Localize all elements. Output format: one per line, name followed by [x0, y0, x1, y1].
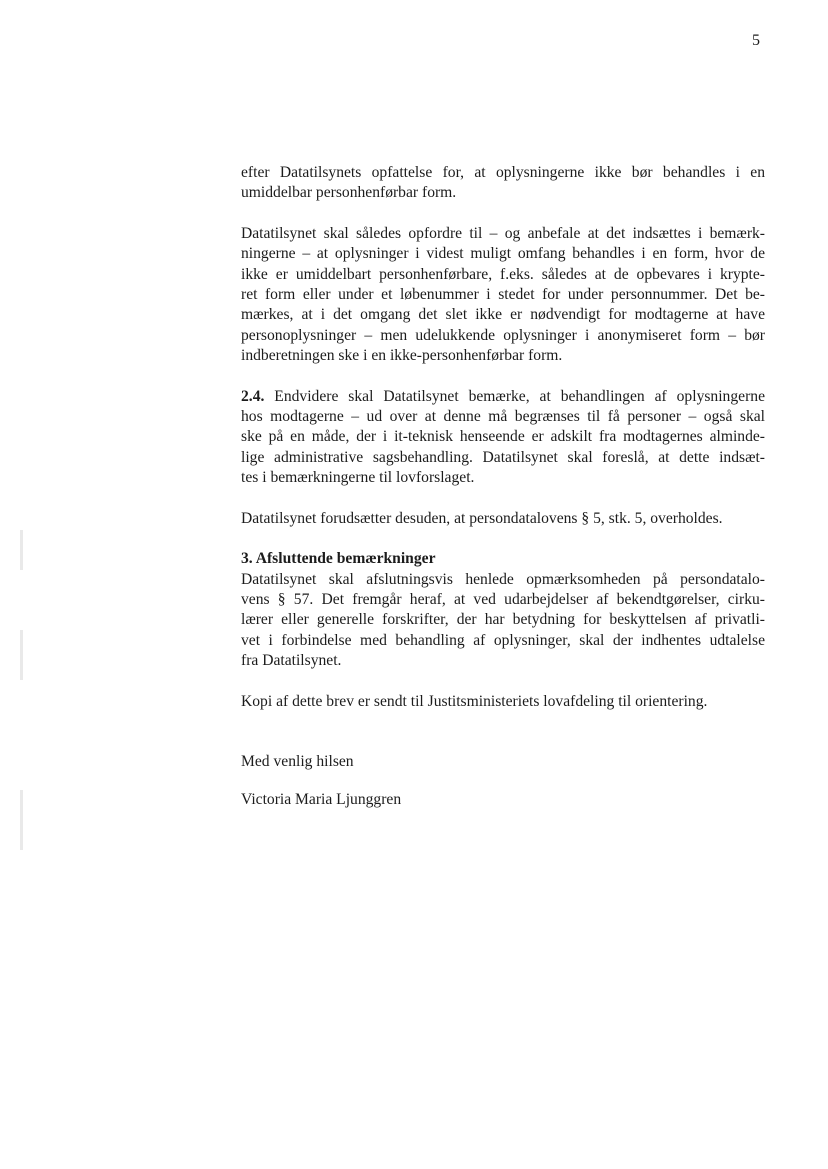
paragraph-opinion: [241, 163, 765, 204]
closing-greeting: [241, 752, 765, 772]
paragraph-line: Datatilsynet forudsætter desuden, at persondatalovens § 5, stk. 5, overholdes.: [241, 509, 723, 527]
greeting-text: Med venlig hilsen: [241, 752, 354, 770]
paragraph-section-2-4: [241, 387, 765, 489]
paragraph-line: vet i forbindelse med behandling af oplysninger, skal der indhentes udtalelse: [241, 631, 765, 649]
paragraph-prerequisite: [241, 509, 765, 529]
paragraph-line: lærer eller generelle forskrifter, der har betydning for beskyttelsen af privatli-: [241, 611, 765, 629]
scan-artifact-mark: [20, 630, 23, 680]
paragraph-copy-notice: [241, 692, 765, 712]
paragraph-line: indberetningen ske i en ikke-personhenførbar form.: [241, 347, 563, 365]
paragraph-line: ske på en måde, der i it-teknisk henseende er adskilt fra modtagernes alminde-: [241, 428, 765, 446]
paragraph-line: ningerne – at oplysninger i videst muligt omfang behandles i en form, hvor de: [241, 245, 765, 263]
signatory-name: [241, 790, 765, 810]
paragraph-line: hos modtagerne – ud over at denne må begrænses til få personer – også skal: [241, 408, 765, 426]
paragraph-line: ret form eller under et løbenummer i stedet for under personnummer. Det be-: [241, 286, 765, 304]
paragraph-line: ikke er umiddelbart personhenførbare, f.eks. således at de opbevares i krypte-: [241, 265, 765, 283]
paragraph-line: Datatilsynet skal afslutningsvis henlede opmærksomheden på persondatalo-: [241, 570, 765, 588]
paragraph-line: umiddelbar personhenførbar form.: [241, 184, 457, 202]
section-heading: 3. Afsluttende bemærkninger: [241, 550, 436, 568]
section-number: 2.4.: [241, 387, 265, 405]
scan-artifact-mark: [20, 790, 23, 850]
signatory-text: Victoria Maria Ljunggren: [241, 791, 402, 809]
letter-body: [241, 163, 765, 811]
paragraph-line: Kopi af dette brev er sendt til Justitsministeriets lovafdeling til orientering.: [241, 692, 708, 710]
paragraph-line: fra Datatilsynet.: [241, 652, 342, 670]
paragraph-line: Datatilsynet skal således opfordre til – og anbefale at det indsættes i bemærk-: [241, 224, 765, 242]
scan-artifact-mark: [20, 530, 23, 570]
paragraph-recommendation: [241, 224, 765, 367]
paragraph-line: efter Datatilsynets opfattelse for, at oplysningerne ikke bør behandles i en: [241, 164, 765, 181]
paragraph-line: personoplysninger – men udelukkende oplysninger i anonymiseret form – bør: [241, 326, 765, 344]
scan-artifacts: [12, 520, 42, 860]
paragraph-line: lige administrative sagsbehandling. Datatilsynet skal foreslå, at dette indsæt-: [241, 448, 765, 466]
paragraph-line: tes i bemærkningerne til lovforslaget.: [241, 469, 475, 487]
page-number: 5: [752, 32, 760, 49]
paragraph-line: [241, 387, 765, 407]
paragraph-line-text: Endvidere skal Datatilsynet bemærke, at behandlingen af oplysningerne: [264, 387, 765, 405]
paragraph-line: mærkes, at i det omgang det slet ikke er nødvendigt for modtagerne at have: [241, 306, 765, 324]
paragraph-line: vens § 57. Det fremgår heraf, at ved udarbejdelser af bekendtgørelser, cirku-: [241, 590, 765, 608]
section-concluding-remarks: [241, 549, 765, 671]
